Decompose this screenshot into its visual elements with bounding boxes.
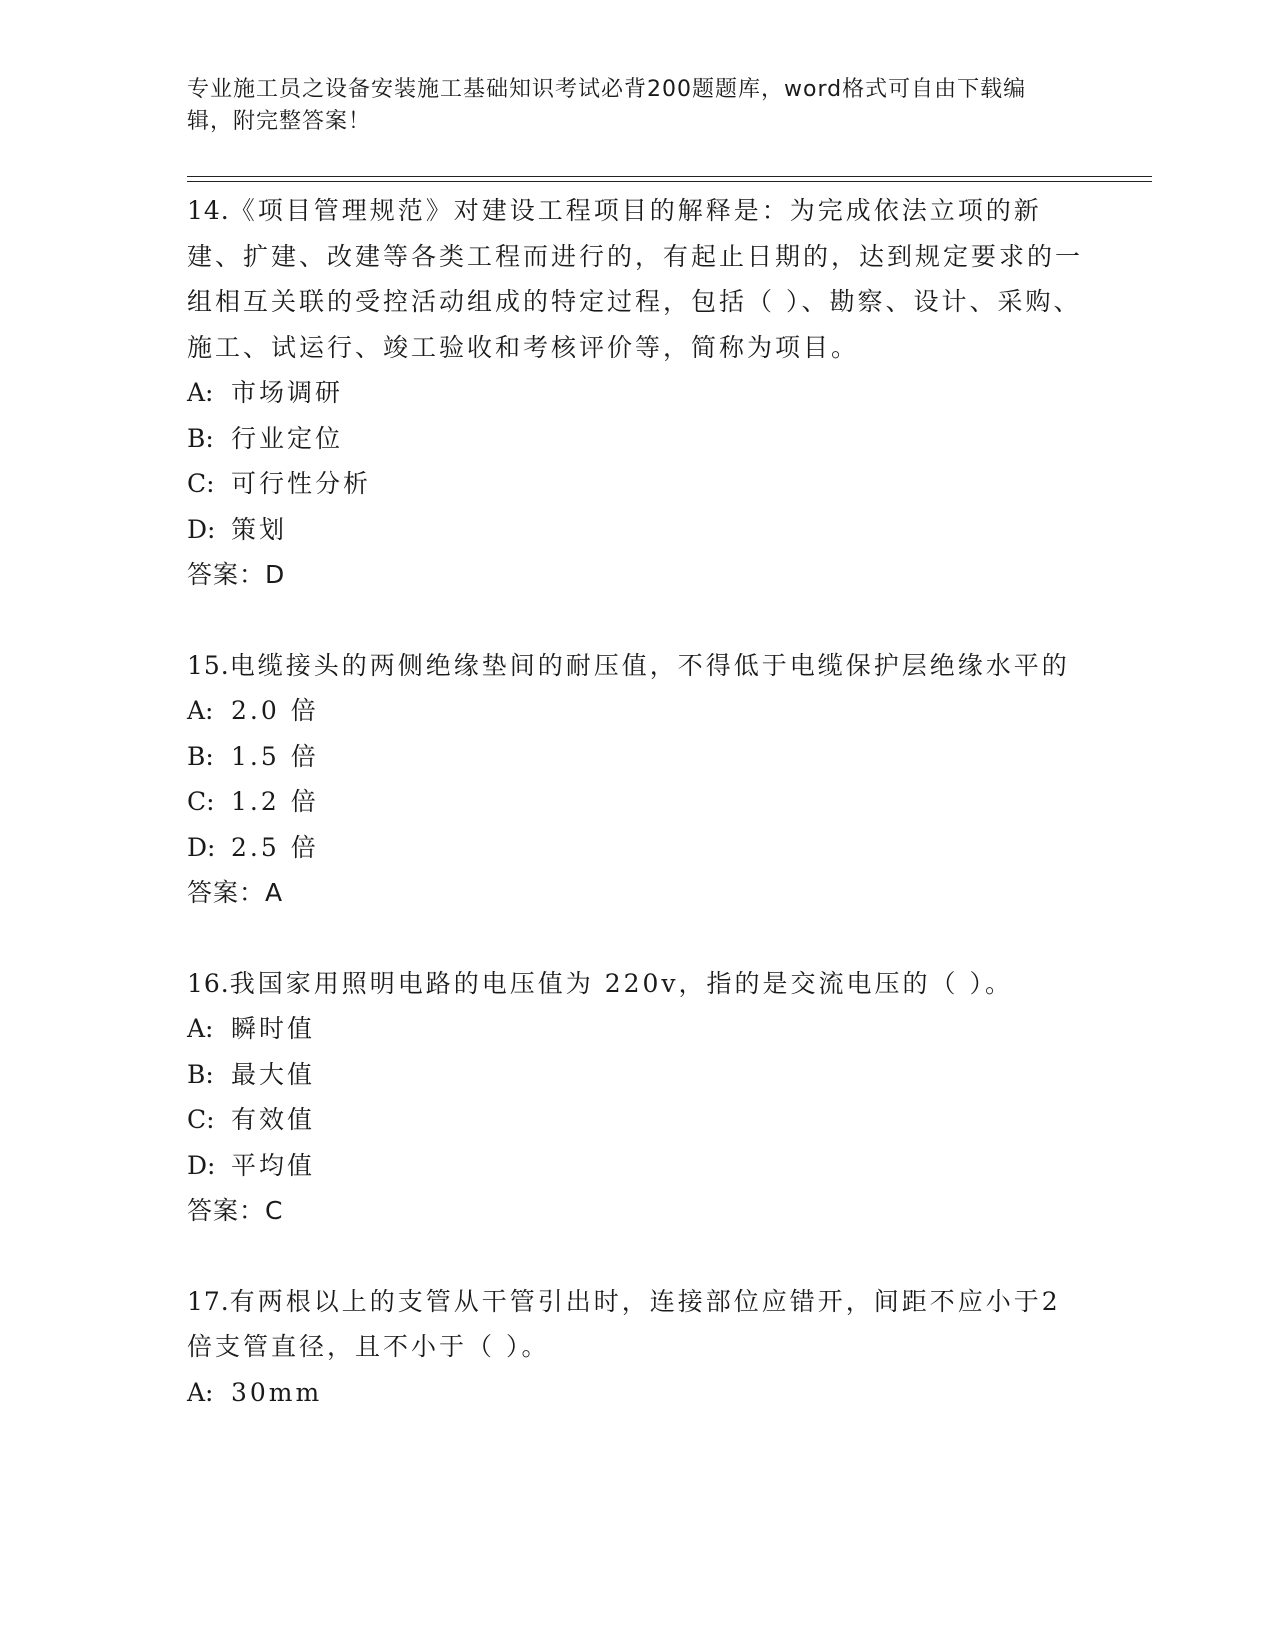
option-b (187, 416, 1087, 462)
question-text: 电缆接头的两侧绝缘垫间的耐压值，不得低于电缆保护层绝缘水平的 (229, 650, 1070, 680)
option-text: 可行性分析 (231, 469, 372, 498)
answer-line: 答案：A (187, 878, 284, 907)
question-text: 有两根以上的支管从干管引出时，连接部位应错开，间距不应小于2倍支管直径，且不小于（ ）。 (187, 1286, 1061, 1361)
option-d (187, 1143, 1087, 1189)
option-text: 最大值 (231, 1059, 316, 1089)
question-16 (187, 961, 1087, 1234)
question-stem (187, 188, 1087, 370)
question-number: 15. (187, 650, 230, 680)
option-a (187, 1370, 1087, 1416)
question-17 (187, 1279, 1087, 1416)
option-text: 平均值 (231, 1150, 316, 1180)
option-letter: A: (187, 696, 214, 725)
option-text: 市场调研 (231, 378, 344, 407)
option-d (187, 825, 1087, 871)
question-number: 14. (187, 196, 230, 225)
question-number: 17. (187, 1286, 230, 1316)
question-text: 我国家用照明电路的电压值为 220v，指的是交流电压的（ ）。 (229, 968, 1014, 998)
option-c (187, 779, 1087, 825)
option-text: 策划 (231, 514, 288, 544)
question-14 (187, 188, 1087, 598)
option-text: 1.2 倍 (231, 787, 319, 816)
option-c (187, 1097, 1087, 1143)
question-number: 16. (187, 968, 230, 998)
option-text: 行业定位 (231, 423, 344, 453)
option-d (187, 507, 1087, 553)
option-a (187, 688, 1087, 734)
option-letter: A: (187, 378, 214, 407)
option-text: 2.0 倍 (231, 696, 319, 725)
option-letter: C: (187, 787, 215, 816)
answer-line: 答案：C (187, 1196, 284, 1225)
option-letter: C: (187, 469, 215, 498)
document-header: 专业施工员之设备安装施工基础知识考试必背200题题库，word格式可自由下载编辑，附完整答案！ (187, 77, 1027, 134)
option-text: 有效值 (231, 1105, 316, 1134)
question-list (187, 188, 1087, 1415)
question-stem (187, 1279, 1087, 1370)
option-letter: B: (187, 741, 214, 771)
question-text: 《项目管理规范》对建设工程项目的解释是：为完成依法立项的新建、扩建、改建等各类工程而进行的，有起止日期的，达到规定要求的一组相互关联的受控活动组成的特定过程，包括（ ）、勘察、设计、采购、施工、试运行、竣工验收和考核评价等，简称为项目。 (187, 196, 1084, 362)
option-b (187, 734, 1087, 780)
answer-line: 答案：D (187, 560, 286, 589)
option-letter: B: (187, 1059, 214, 1089)
question-15 (187, 643, 1087, 916)
option-letter: D: (187, 832, 216, 862)
header-divider-bottom (187, 181, 1152, 182)
option-c (187, 461, 1087, 507)
option-a (187, 370, 1087, 416)
option-text: 1.5 倍 (231, 741, 319, 771)
option-letter: B: (187, 423, 214, 453)
option-text: 2.5 倍 (231, 832, 319, 862)
option-letter: D: (187, 1150, 216, 1180)
question-stem (187, 961, 1087, 1007)
option-letter: C: (187, 1105, 215, 1134)
option-text: 瞬时值 (231, 1014, 316, 1043)
option-letter: D: (187, 514, 216, 544)
option-b (187, 1052, 1087, 1098)
question-stem (187, 643, 1087, 689)
option-a (187, 1006, 1087, 1052)
option-letter: A: (187, 1377, 214, 1407)
header-divider-top (187, 176, 1152, 177)
option-letter: A: (187, 1014, 214, 1043)
option-text: 30mm (231, 1377, 323, 1407)
